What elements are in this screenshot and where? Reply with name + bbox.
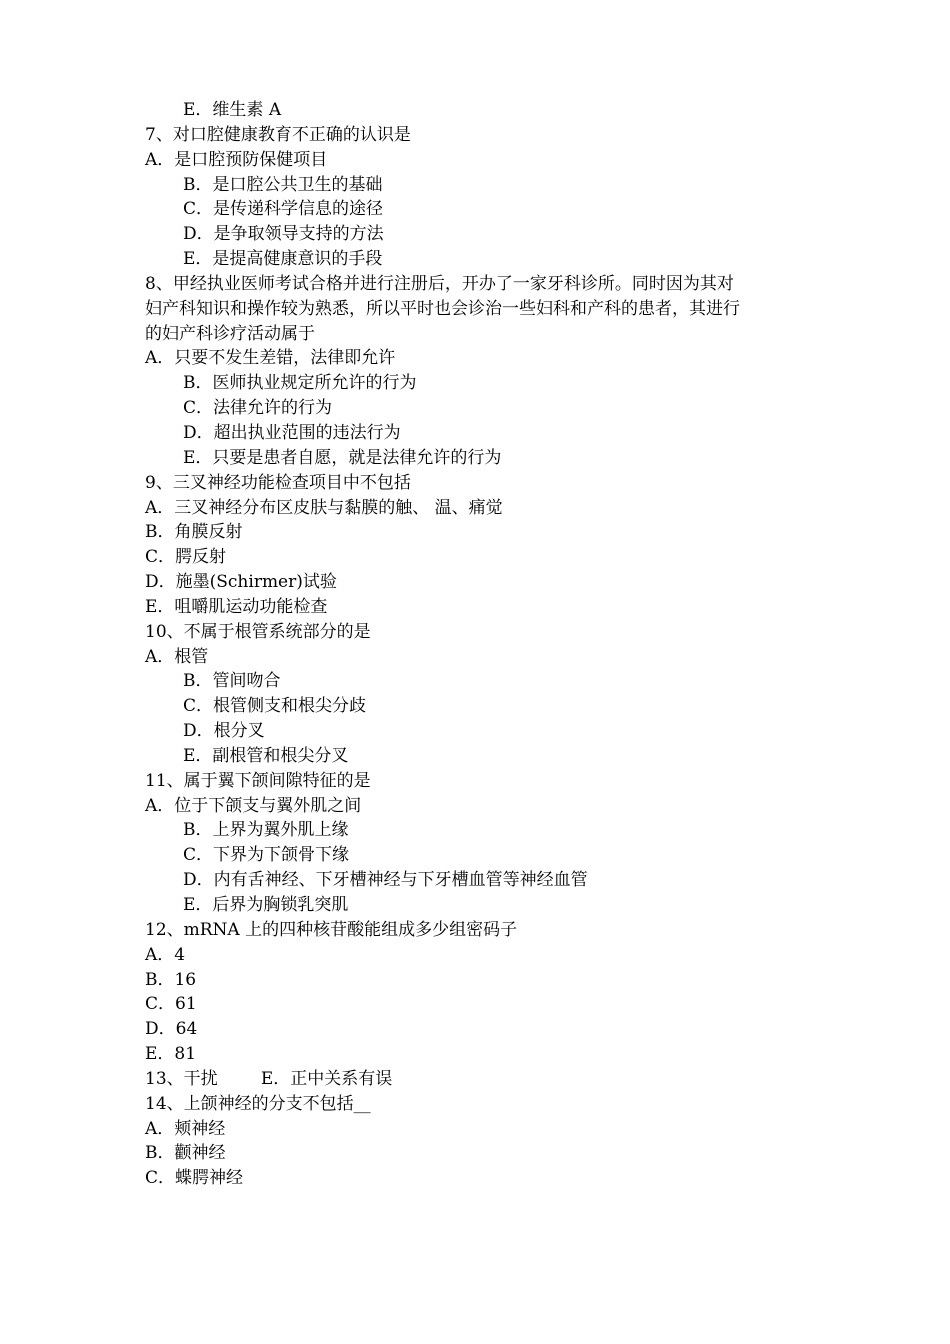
text-line: 11、属于翼下颌间隙特征的是	[145, 770, 371, 791]
text-line: A．4	[145, 944, 186, 965]
text-line: B．角膜反射	[145, 522, 243, 543]
text-line: C．蝶腭神经	[145, 1168, 244, 1189]
text-line: B．16	[145, 969, 197, 990]
text-line: A．根管	[145, 646, 209, 667]
text-line: 7、对口腔健康教育不正确的认识是	[145, 124, 411, 145]
text-line: B．上界为翼外肌上缘	[183, 820, 349, 841]
text-line: 13、干扰 E．正中关系有误	[145, 1068, 393, 1089]
text-line: C．下界为下颌骨下缘	[183, 845, 350, 866]
text-line: 8、甲经执业医师考试合格并进行注册后，开办了一家牙科诊所。同时因为其对	[145, 273, 734, 294]
text-line: 10、不属于根管系统部分的是	[145, 621, 371, 642]
text-line: E．咀嚼肌运动功能检查	[145, 596, 328, 617]
text-line: D．64	[145, 1019, 198, 1040]
text-line: B．管间吻合	[183, 671, 281, 692]
text-line: A．三叉神经分布区皮肤与黏膜的触、 温、痛觉	[145, 497, 503, 518]
text-line: D．是争取领导支持的方法	[183, 224, 384, 245]
text-line: D．根分叉	[183, 721, 265, 742]
text-line: B．是口腔公共卫生的基础	[183, 174, 383, 195]
text-line: D．施墨(Schirmer)试验	[145, 572, 337, 593]
text-line: B．颧神经	[145, 1143, 226, 1164]
text-line: C．61	[145, 994, 197, 1015]
text-line: C．根管侧支和根尖分歧	[183, 696, 367, 717]
text-line: E．是提高健康意识的手段	[183, 249, 383, 270]
text-line: 12、mRNA 上的四种核苷酸能组成多少组密码子	[145, 919, 518, 940]
text-line: D．内有舌神经、下牙槽神经与下牙槽血管等神经血管	[183, 870, 588, 891]
text-line: D．超出执业范围的违法行为	[183, 422, 401, 443]
text-line: C．法律允许的行为	[183, 398, 333, 419]
text-line: E．副根管和根尖分叉	[183, 745, 349, 766]
document-body	[145, 98, 815, 1191]
text-line: 的妇产科诊疗活动属于	[145, 323, 315, 344]
text-line: E．只要是患者自愿，就是法律允许的行为	[183, 447, 502, 468]
text-line: 9、三叉神经功能检查项目中不包括	[145, 472, 411, 493]
text-line: A．位于下颌支与翼外肌之间	[145, 795, 362, 816]
text-line: E．维生素 A	[183, 100, 282, 120]
text-line: C．腭反射	[145, 547, 227, 568]
text-line: E．后界为胸锁乳突肌	[183, 895, 349, 915]
text-line: A．只要不发生差错，法律即允许	[145, 348, 396, 369]
text-line: 14、上颌神经的分支不包括__	[145, 1093, 371, 1114]
text-line: 妇产科知识和操作较为熟悉，所以平时也会诊治一些妇科和产科的患者，其进行	[145, 298, 740, 319]
text-line: A．颊神经	[145, 1118, 226, 1139]
text-line: A．是口腔预防保健项目	[145, 149, 328, 170]
text-line: B．医师执业规定所允许的行为	[183, 373, 417, 394]
text-line: C．是传递科学信息的途径	[183, 199, 384, 220]
text-line: E．81	[145, 1044, 197, 1065]
